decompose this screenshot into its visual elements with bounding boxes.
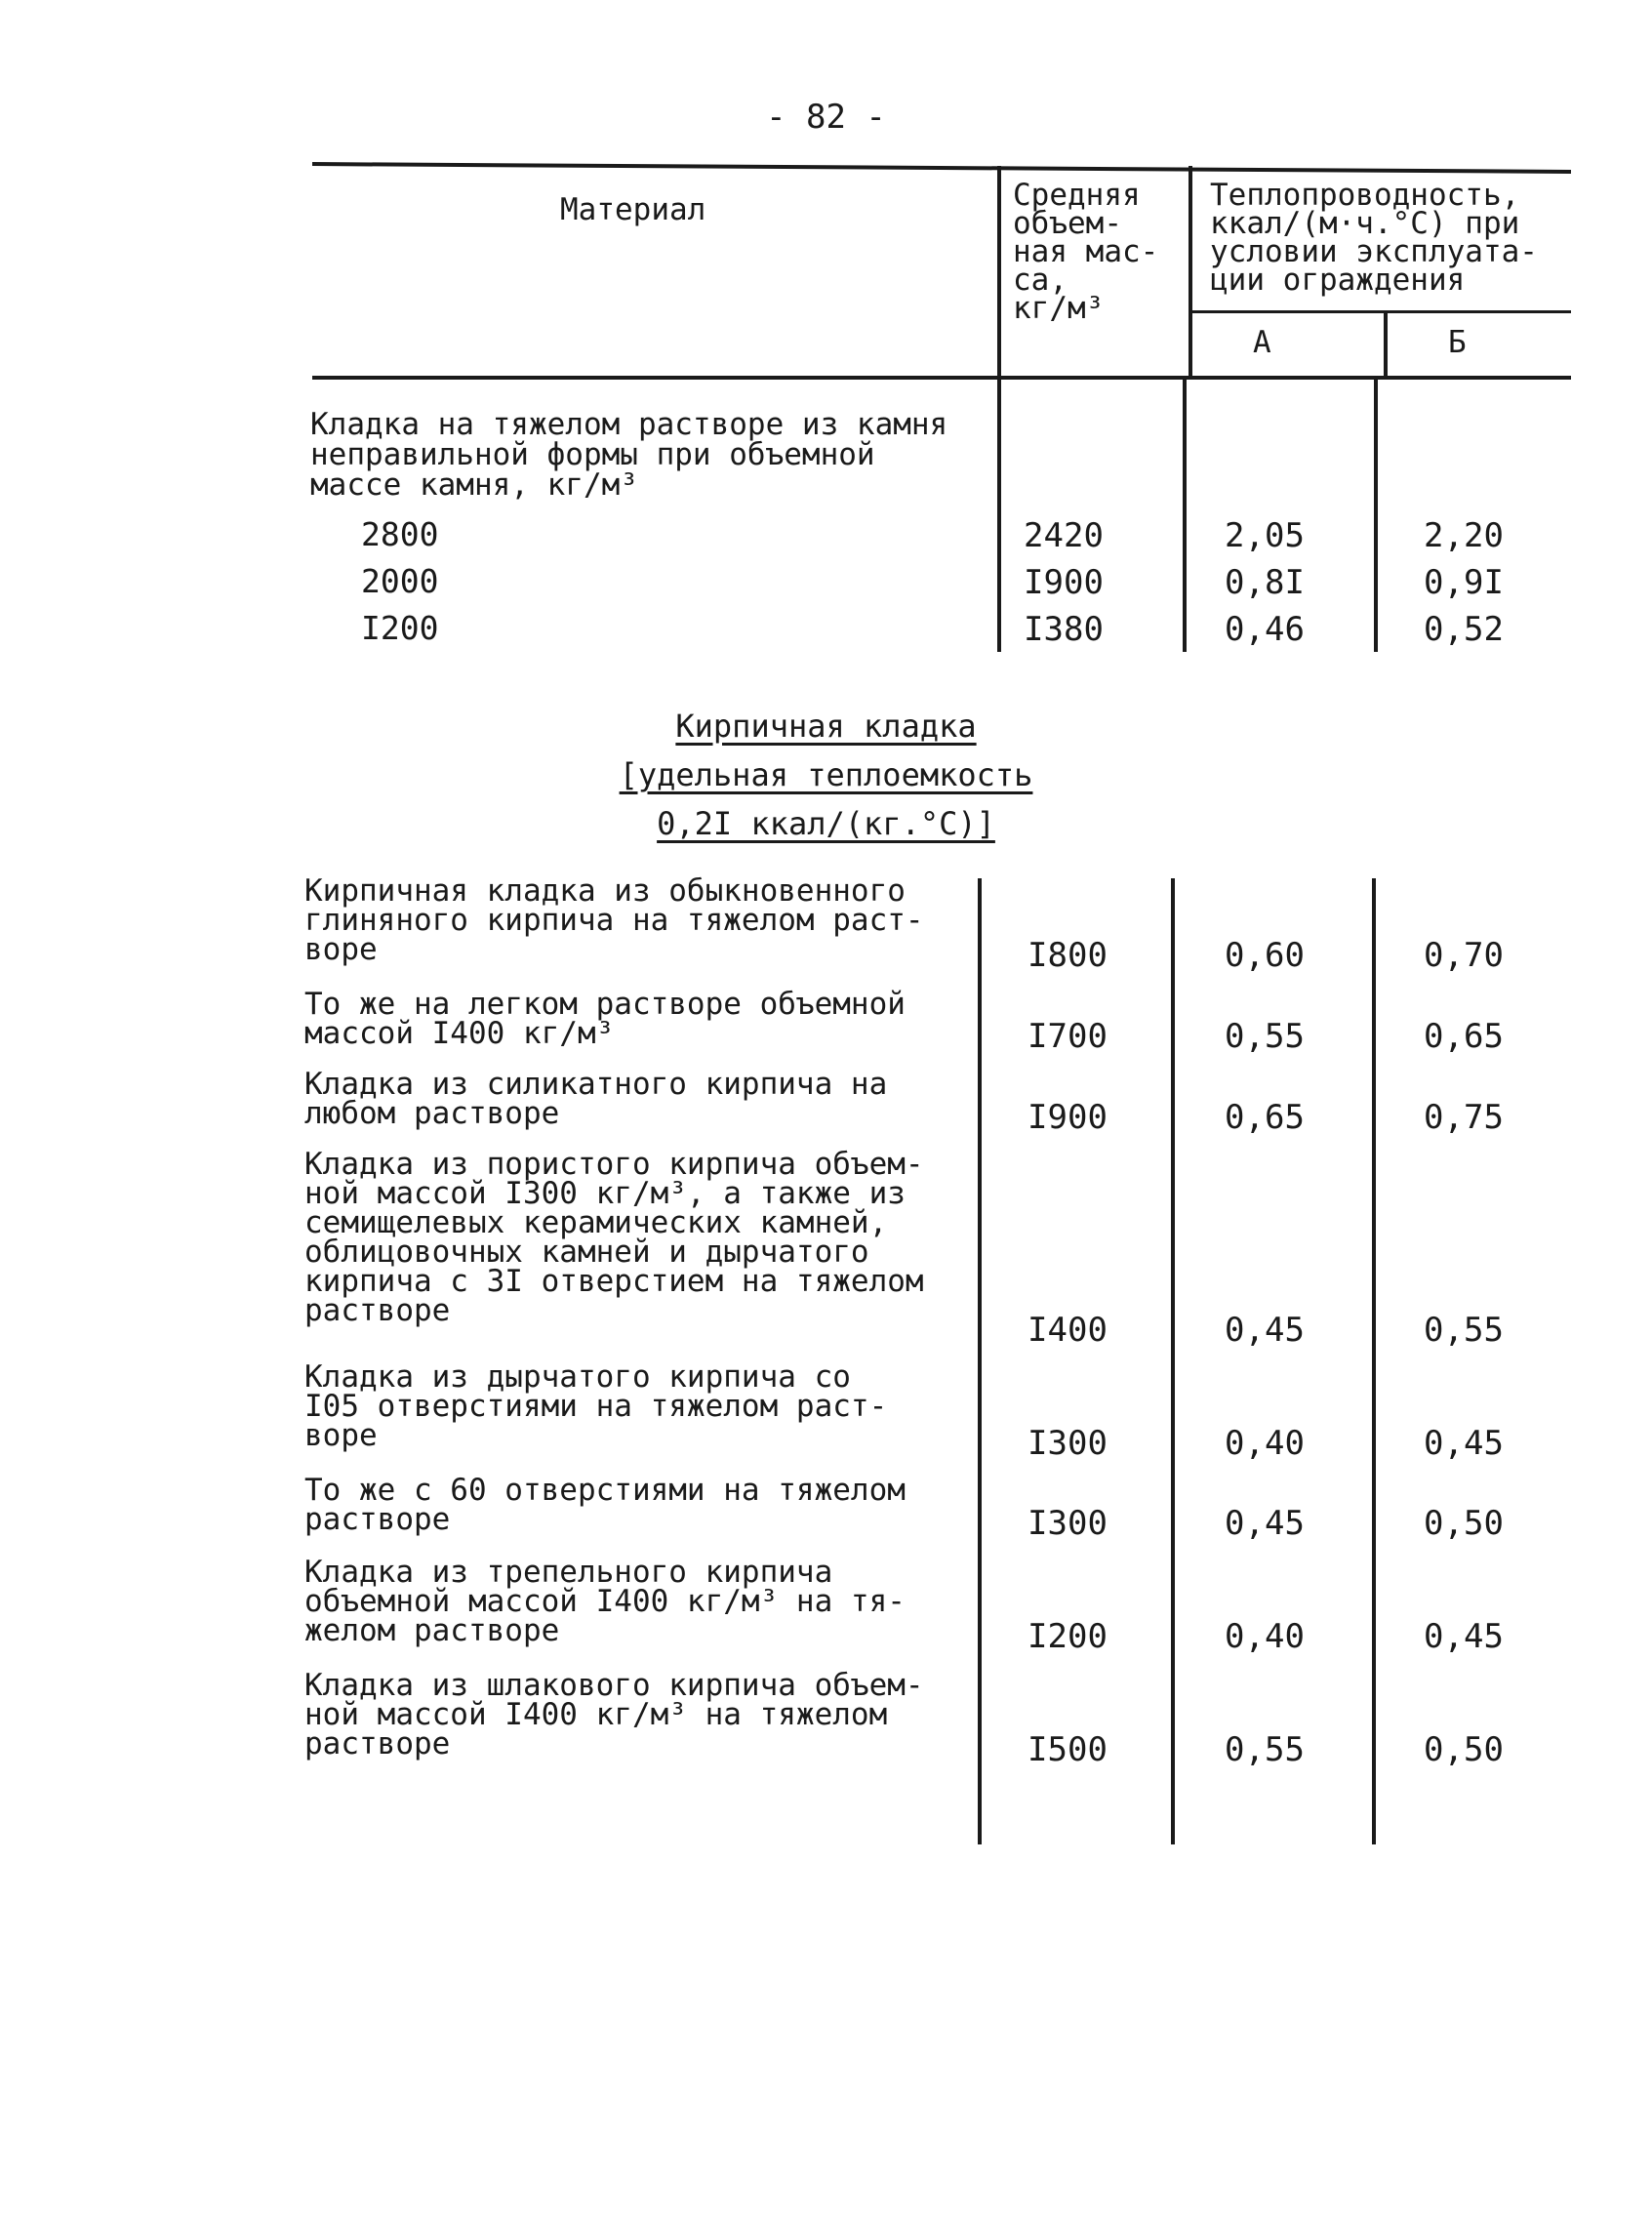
- header-top-rule: [312, 162, 1571, 174]
- header-divider-1: [997, 166, 1001, 379]
- stone-row-a: 0,8I: [1225, 563, 1305, 602]
- header-conductivity: Теплопроводность, ккал/(м·ч.°С) при условии эксплуата- ции ограждения: [1210, 178, 1538, 298]
- brick-row-density: I700: [1027, 1017, 1108, 1056]
- brick-row-a: 0,60: [1225, 936, 1305, 975]
- stone-row-density: 2420: [1024, 516, 1104, 555]
- brick-title-line1: Кирпичная кладка: [675, 708, 977, 745]
- brick-row-b: 0,50: [1424, 1504, 1504, 1543]
- brick-row-material: Кладка из дырчатого кирпича со I05 отверстиями на тяжелом раст- воре: [304, 1359, 888, 1453]
- stone-row-b: 2,20: [1424, 516, 1504, 555]
- stone-row-label: 2000: [361, 562, 439, 600]
- brick-row-a: 0,45: [1225, 1311, 1305, 1350]
- stone-intro-text: Кладка на тяжелом растворе из камня неправильной формы при объемной массе камня, кг/м³: [310, 407, 948, 503]
- stone-row-density: I380: [1024, 610, 1104, 649]
- stone-row-a: 2,05: [1225, 516, 1305, 555]
- brick-row-a: 0,45: [1225, 1504, 1305, 1543]
- brick-row-material: Кладка из силикатного кирпича на любом растворе: [304, 1067, 888, 1131]
- brick-row-density: I200: [1027, 1617, 1108, 1656]
- stone-divider-2: [1183, 379, 1187, 652]
- brick-section-subtitle-2: [0, 806, 1652, 841]
- brick-row-a: 0,40: [1225, 1424, 1305, 1463]
- subheader-rule: [1192, 310, 1571, 313]
- brick-row-density: I300: [1027, 1504, 1108, 1543]
- brick-row-a: 0,55: [1225, 1017, 1305, 1056]
- brick-row-material: То же на легком растворе объемной массой I400 кг/м³: [304, 987, 906, 1051]
- brick-row-b: 0,75: [1424, 1098, 1504, 1137]
- brick-section-subtitle: [0, 757, 1652, 792]
- stone-row-a: 0,46: [1225, 610, 1305, 649]
- brick-divider-2: [1171, 878, 1175, 1844]
- brick-title-line2: [удельная теплоемкость: [619, 756, 1033, 793]
- brick-title-line3: 0,2I ккал/(кг.°С)]: [657, 805, 995, 842]
- brick-row-a: 0,55: [1225, 1730, 1305, 1769]
- brick-row-b: 0,65: [1424, 1017, 1504, 1056]
- header-col-b: Б: [1448, 325, 1467, 360]
- brick-row-material: Кладка из шлакового кирпича объем- ной массой I400 кг/м³ на тяжелом растворе: [304, 1668, 924, 1761]
- brick-row-density: I300: [1027, 1424, 1108, 1463]
- header-divider-2: [1189, 166, 1192, 379]
- brick-row-material: То же с 60 отверстиями на тяжелом растворе: [304, 1473, 906, 1537]
- brick-row-a: 0,65: [1225, 1098, 1305, 1137]
- page-number: - 82 -: [766, 98, 886, 137]
- stone-row-b: 0,9I: [1424, 563, 1504, 602]
- header-material: Материал: [560, 192, 706, 227]
- brick-row-density: I400: [1027, 1311, 1108, 1350]
- header-density: Средняя объем- ная мас- са, кг/м³: [1013, 178, 1159, 326]
- brick-row-material: Кладка из пористого кирпича объем- ной массой I300 кг/м³, а также из семищелевых керамических камней, облицовочных камней и дырчатого кирпича с 3I отверстием на тяжелом растворе: [304, 1147, 924, 1328]
- stone-row-label: 2800: [361, 515, 439, 553]
- stone-row-density: I900: [1024, 563, 1104, 602]
- brick-row-density: I900: [1027, 1098, 1108, 1137]
- brick-section-title: [0, 709, 1652, 744]
- brick-row-material: Кладка из трепельного кирпича объемной массой I400 кг/м³ на тя- желом растворе: [304, 1555, 906, 1648]
- brick-row-b: 0,70: [1424, 936, 1504, 975]
- stone-row-label: I200: [361, 609, 439, 647]
- stone-divider-3: [1374, 379, 1378, 652]
- stone-row-b: 0,52: [1424, 610, 1504, 649]
- stone-divider-1: [997, 379, 1001, 652]
- brick-row-density: I800: [1027, 936, 1108, 975]
- brick-row-density: I500: [1027, 1730, 1108, 1769]
- brick-row-material: Кирпичная кладка из обыкновенного глиняного кирпича на тяжелом раст- воре: [304, 873, 924, 967]
- header-col-a: А: [1253, 325, 1271, 360]
- brick-row-b: 0,50: [1424, 1730, 1504, 1769]
- header-divider-3: [1384, 310, 1388, 379]
- brick-row-a: 0,40: [1225, 1617, 1305, 1656]
- brick-row-b: 0,55: [1424, 1311, 1504, 1350]
- brick-row-b: 0,45: [1424, 1424, 1504, 1463]
- header-bottom-rule: [312, 376, 1571, 380]
- brick-row-b: 0,45: [1424, 1617, 1504, 1656]
